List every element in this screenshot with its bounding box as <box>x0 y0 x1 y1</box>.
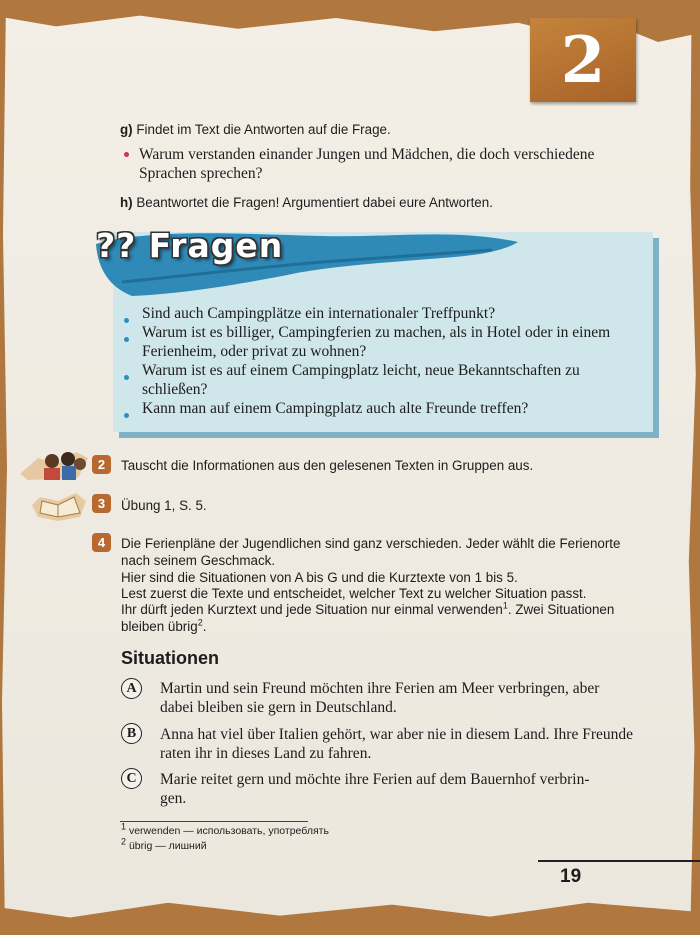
bullet-icon <box>124 318 129 323</box>
exercise-4-line5-end: . Zwei Situationen <box>507 602 615 617</box>
footnote-divider <box>120 821 308 822</box>
exercise-4-line6-text: bleiben übrig <box>121 619 198 634</box>
bullet-icon <box>124 413 129 418</box>
footnote-ref: 1 <box>502 600 508 611</box>
bullet-icon <box>124 152 129 157</box>
task-g-question-line1: Warum verstanden einander Jungen und Mädchen, die doch verschiedene <box>139 146 595 163</box>
exercise-2-text: Tauscht die Informationen aus den gelesenen Texten in Gruppen aus. <box>121 458 534 473</box>
footnote-2 <box>121 836 207 853</box>
situation-a-line2: dabei bleiben sie gern in Deutschland. <box>160 699 397 716</box>
situation-letter-a: A <box>121 678 142 699</box>
exercise-number-badge: 4 <box>92 533 111 552</box>
exercise-4-line4: Lest zuerst die Texte und entscheidet, welcher Text zu welcher Situation passt. <box>121 586 587 601</box>
situation-b-line1: Anna hat viel über Italien gehört, war aber nie in diesem Land. Ihre Freunde <box>160 726 633 743</box>
exercise-4-line6 <box>121 618 206 635</box>
exercise-4-line3: Hier sind die Situationen von A bis G und die Kurztexte von 1 bis 5. <box>121 570 518 585</box>
exercise-number-badge: 2 <box>92 455 111 474</box>
situation-letter-b: B <box>121 723 142 744</box>
fragen-question-1: Sind auch Campingplätze ein internationaler Treffpunkt? <box>142 305 496 322</box>
footnote-1-text: verwenden — использовать, употреблять <box>128 825 329 837</box>
situation-c-line2: gen. <box>160 790 187 807</box>
task-h-label: h) <box>120 195 133 210</box>
footnote-1 <box>121 821 329 838</box>
chapter-number-badge: 2 <box>530 18 636 102</box>
situation-b-line2: raten ihr in dieses Land zu fahren. <box>160 745 372 762</box>
task-g <box>120 121 391 138</box>
task-h-text: Beantwortet die Fragen! Argumentiert dabei eure Antworten. <box>136 195 493 210</box>
fragen-question-3-line1: Warum ist es auf einem Campingplatz leicht, neue Bekanntschaften zu <box>142 362 580 379</box>
fragen-question-4: Kann man auf einem Campingplatz auch alte Freunde treffen? <box>142 400 529 417</box>
fragen-question-3-line2: schließen? <box>142 381 208 398</box>
open-book-icon <box>30 487 88 523</box>
exercise-4-line6-end: . <box>202 619 207 634</box>
footnote-mark: 1 <box>121 821 127 832</box>
exercise-3-text: Übung 1, S. 5. <box>121 498 207 513</box>
exercise-number-badge: 3 <box>92 494 111 513</box>
situation-letter-c: C <box>121 768 142 789</box>
exercise-4-line5 <box>121 601 614 618</box>
page-number-divider <box>538 860 700 862</box>
footnote-ref: 2 <box>197 617 203 628</box>
situation-c-line1: Marie reitet gern und möchte ihre Ferien auf dem Bauernhof verbrin- <box>160 771 590 788</box>
footnote-2-text: übrig — лишний <box>128 840 207 852</box>
fragen-question-2-line2: Ferienheim, oder privat zu wohnen? <box>142 343 367 360</box>
fragen-title: ?? Fragen <box>96 226 284 265</box>
fragen-question-2-line1: Warum ist es billiger, Campingferien zu machen, als in Hotel oder in einem <box>142 324 611 341</box>
task-g-label: g) <box>120 122 133 137</box>
exercise-4-line5-text: Ihr dürft jeden Kurztext und jede Situation nur einmal verwenden <box>121 602 503 617</box>
page-number: 19 <box>560 866 582 887</box>
bullet-icon <box>124 337 129 342</box>
group-discussion-icon <box>18 444 90 482</box>
task-h <box>120 194 493 211</box>
exercise-4-line2: nach seinem Geschmack. <box>121 553 276 568</box>
task-g-text: Findet im Text die Antworten auf die Frage. <box>136 122 391 137</box>
bullet-icon <box>124 375 129 380</box>
exercise-4-line1: Die Ferienpläne der Jugendlichen sind ganz verschieden. Jeder wählt die Ferienorte <box>121 536 621 551</box>
situationen-heading: Situationen <box>121 648 219 668</box>
situation-a-line1: Martin und sein Freund möchten ihre Ferien am Meer verbringen, aber <box>160 680 600 697</box>
task-g-question-line2: Sprachen sprechen? <box>139 165 263 182</box>
footnote-mark: 2 <box>121 836 127 847</box>
